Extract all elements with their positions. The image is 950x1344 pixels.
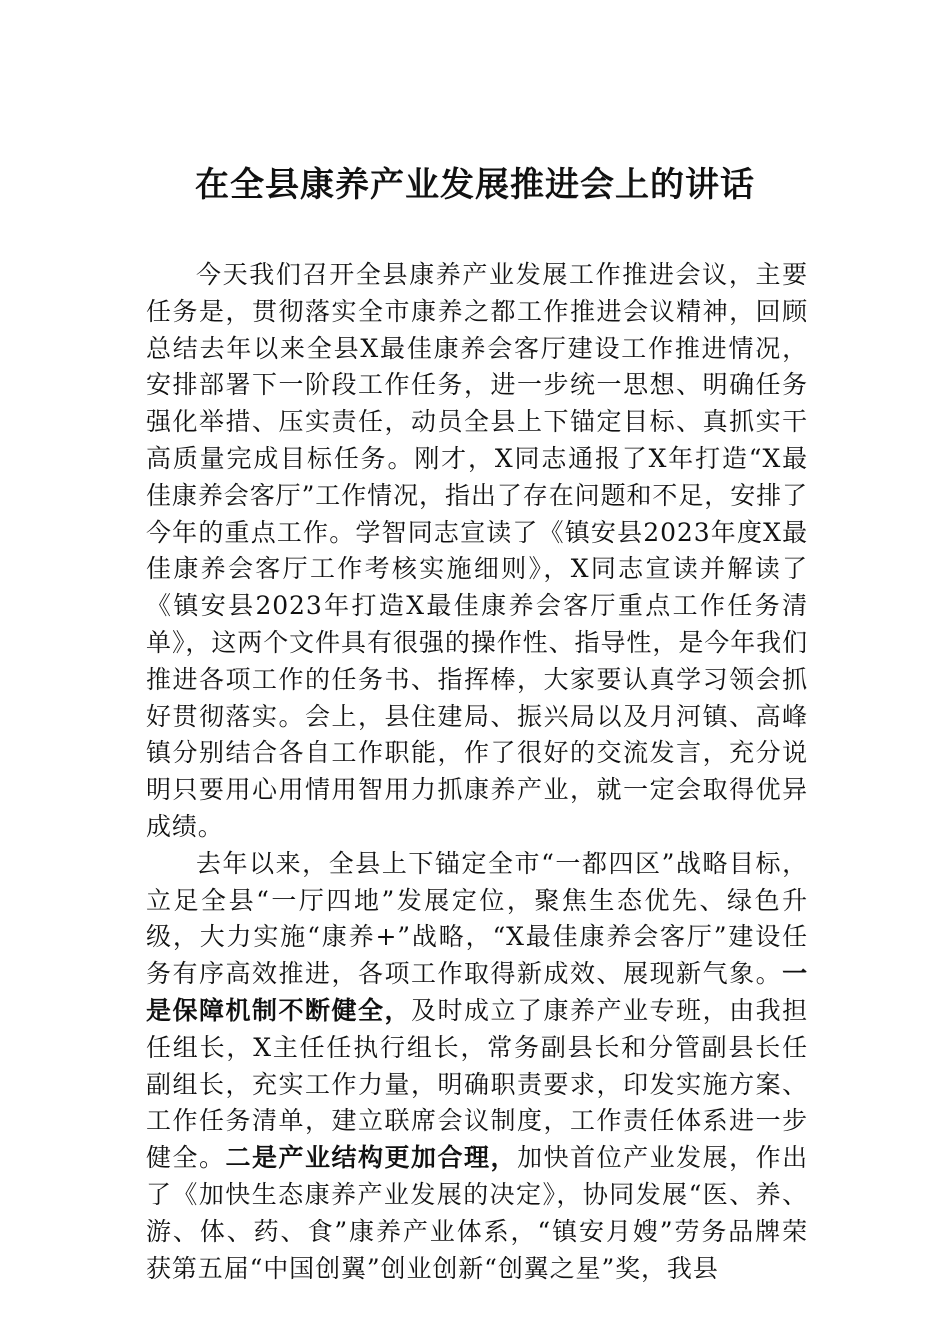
bold-heading-2: 二是产业结构更加合理， [225, 1143, 518, 1173]
paragraph-2-text-1: 去年以来，全县上下锚定全市“一都四区”战略目标，立足全县“一厅四地”发展定位，聚焦生态优先、绿色升级，大力实施“康养+”战略，“X最佳康养会客厅”建设任务有序高效推进，各项工作取得新成效、展现新气象。 [146, 848, 808, 989]
paragraph-2-text-2: 及时成立了康养产业专班，由我担任组长，X主任任执行组长，常务副县长和分管副县长任副组长，充实工作力量，明确职责要求，印发实施方案、工作任务清单，建立联席会议制度，工作责任体系进一步健全。 [146, 995, 808, 1173]
document-title: 在全县康养产业发展推进会上的讲话 [195, 165, 755, 205]
paragraph-1-text: 今天我们召开全县康养产业发展工作推进会议，主要任务是，贯彻落实全市康养之都工作推进会议精神，回顾总结去年以来全县X最佳康养会客厅建设工作推进情况，安排部署下一阶段工作任务，进一步统一思想、明确任务强化举措、压实责任，动员全县上下锚定目标、真抓实干高质量完成目标任务。刚才，X同志通报了X年打造“X最佳康养会客厅”工作情况，指出了存在问题和不足，安排了今年的重点工作。学智同志宣读了《镇安县2023年度X最佳康养会客厅工作考核实施细则》，X同志宣读并解读了《镇安县2023年打造X最佳康养会客厅重点工作任务清单》，这两个文件具有很强的操作性、指导性，是今年我们推进各项工作的任务书、指挥棒，大家要认真学习领会抓好贯彻落实。会上，县住建局、振兴局以及月河镇、高峰镇分别结合各自工作职能，作了很好的交流发言，充分说明只要用心用情用智用力抓康养产业，就一定会取得优异成绩。 [146, 260, 808, 841]
bold-heading-1: 一是保障机制不断健全， [146, 959, 808, 1025]
paragraph-1 [146, 257, 808, 846]
paragraph-2 [146, 846, 808, 1288]
paragraph-2-text-3: 加快首位产业发展，作出了《加快生态康养产业发展的决定》，协同发展“医、养、游、体、药、食”康养产业体系，“镇安月嫂”劳务品牌荣获第五届“中国创翼”创业创新“创翼之星”奖，我县 [146, 1143, 808, 1283]
document-body [146, 257, 808, 1287]
